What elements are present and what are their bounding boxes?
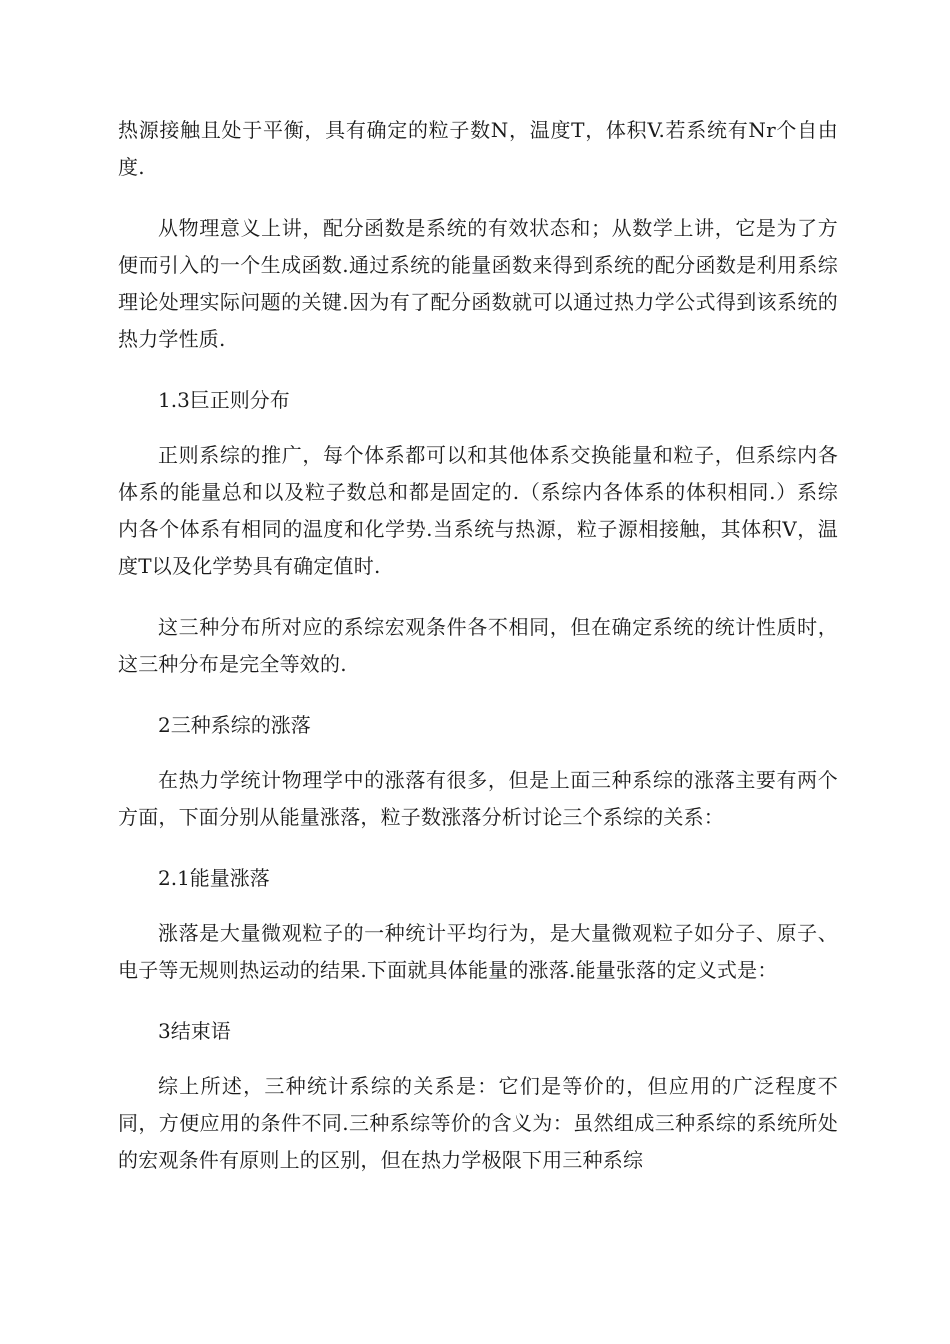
paragraph-conclusion: 综上所述，三种统计系综的关系是：它们是等价的，但应用的广泛程度不同，方便应用的条件不同.三种系综等价的含义为：虽然组成三种系综的系统所处的宏观条件有原则上的区别，但在热力学极限下用三种系综 xyxy=(118,1074,838,1172)
paragraph-partition-function: 从物理意义上讲，配分函数是系统的有效状态和；从数学上讲，它是为了方便而引入的一个生成函数.通过系统的能量函数来得到系统的配分函数是利用系综理论处理实际问题的关键.因为有了配分函数就可以通过热力学公式得到该系统的热力学性质. xyxy=(118,216,838,351)
paragraph-fluctuations: 在热力学统计物理学中的涨落有很多，但是上面三种系综的涨落主要有两个方面，下面分别从能量涨落，粒子数涨落分析讨论三个系综的关系： xyxy=(118,768,838,829)
heading-3: 3结束语 xyxy=(158,1019,231,1043)
heading-2: 2三种系综的涨落 xyxy=(158,713,311,737)
paragraph-equivalence: 这三种分布所对应的系综宏观条件各不相同，但在确定系统的统计性质时，这三种分布是完全等效的. xyxy=(118,615,838,676)
document-page xyxy=(118,112,838,1203)
heading-2-1: 2.1能量涨落 xyxy=(158,866,270,890)
heading-1-3: 1.3巨正则分布 xyxy=(158,388,290,412)
paragraph-grand-canonical: 正则系综的推广，每个体系都可以和其他体系交换能量和粒子，但系综内各体系的能量总和以及粒子数总和都是固定的.（系综内各体系的体积相同.）系综内各个体系有相同的温度和化学势.当系统与热源，粒子源相接触，其体积V，温度T以及化学势具有确定值时. xyxy=(118,443,838,578)
paragraph-energy-fluctuation: 涨落是大量微观粒子的一种统计平均行为，是大量微观粒子如分子、原子、电子等无规则热运动的结果.下面就具体能量的涨落.能量张落的定义式是： xyxy=(118,921,838,982)
paragraph-intro-continued: 热源接触且处于平衡，具有确定的粒子数N，温度T，体积V.若系统有Nr个自由度. xyxy=(118,118,838,179)
